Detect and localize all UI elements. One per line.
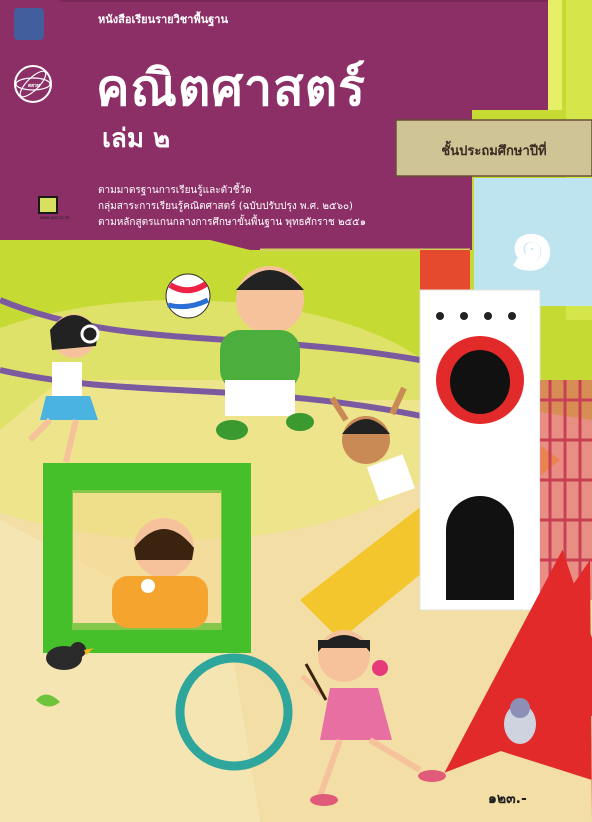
book-title: คณิตศาสตร์: [96, 59, 366, 117]
standards-line: ตามมาตรฐานการเรียนรู้และตัวชี้วัด: [98, 185, 252, 196]
emblem-text: สสวท: [27, 83, 41, 89]
series-label: หนังสือเรียนรายวิชาพื้นฐาน: [98, 13, 228, 26]
price-label: ๑๒๓.-: [488, 791, 527, 807]
volume-label: เล่ม ๒: [102, 124, 171, 154]
grade-number: ๑: [507, 198, 557, 287]
grade-label: ชั้นประถมศึกษาปีที่: [441, 144, 547, 159]
standards-line: กลุ่มสาระการเรียนรู้คณิตศาสตร์ (ฉบับปรับปรุง พ.ศ. ๒๕๖๐): [98, 201, 353, 212]
standards-line: ตามหลักสูตรแกนกลางการศึกษาขั้นพื้นฐาน พุทธศักราช ๒๕๕๑: [98, 217, 367, 228]
publisher-url: www.ipst.ac.th: [40, 215, 70, 220]
